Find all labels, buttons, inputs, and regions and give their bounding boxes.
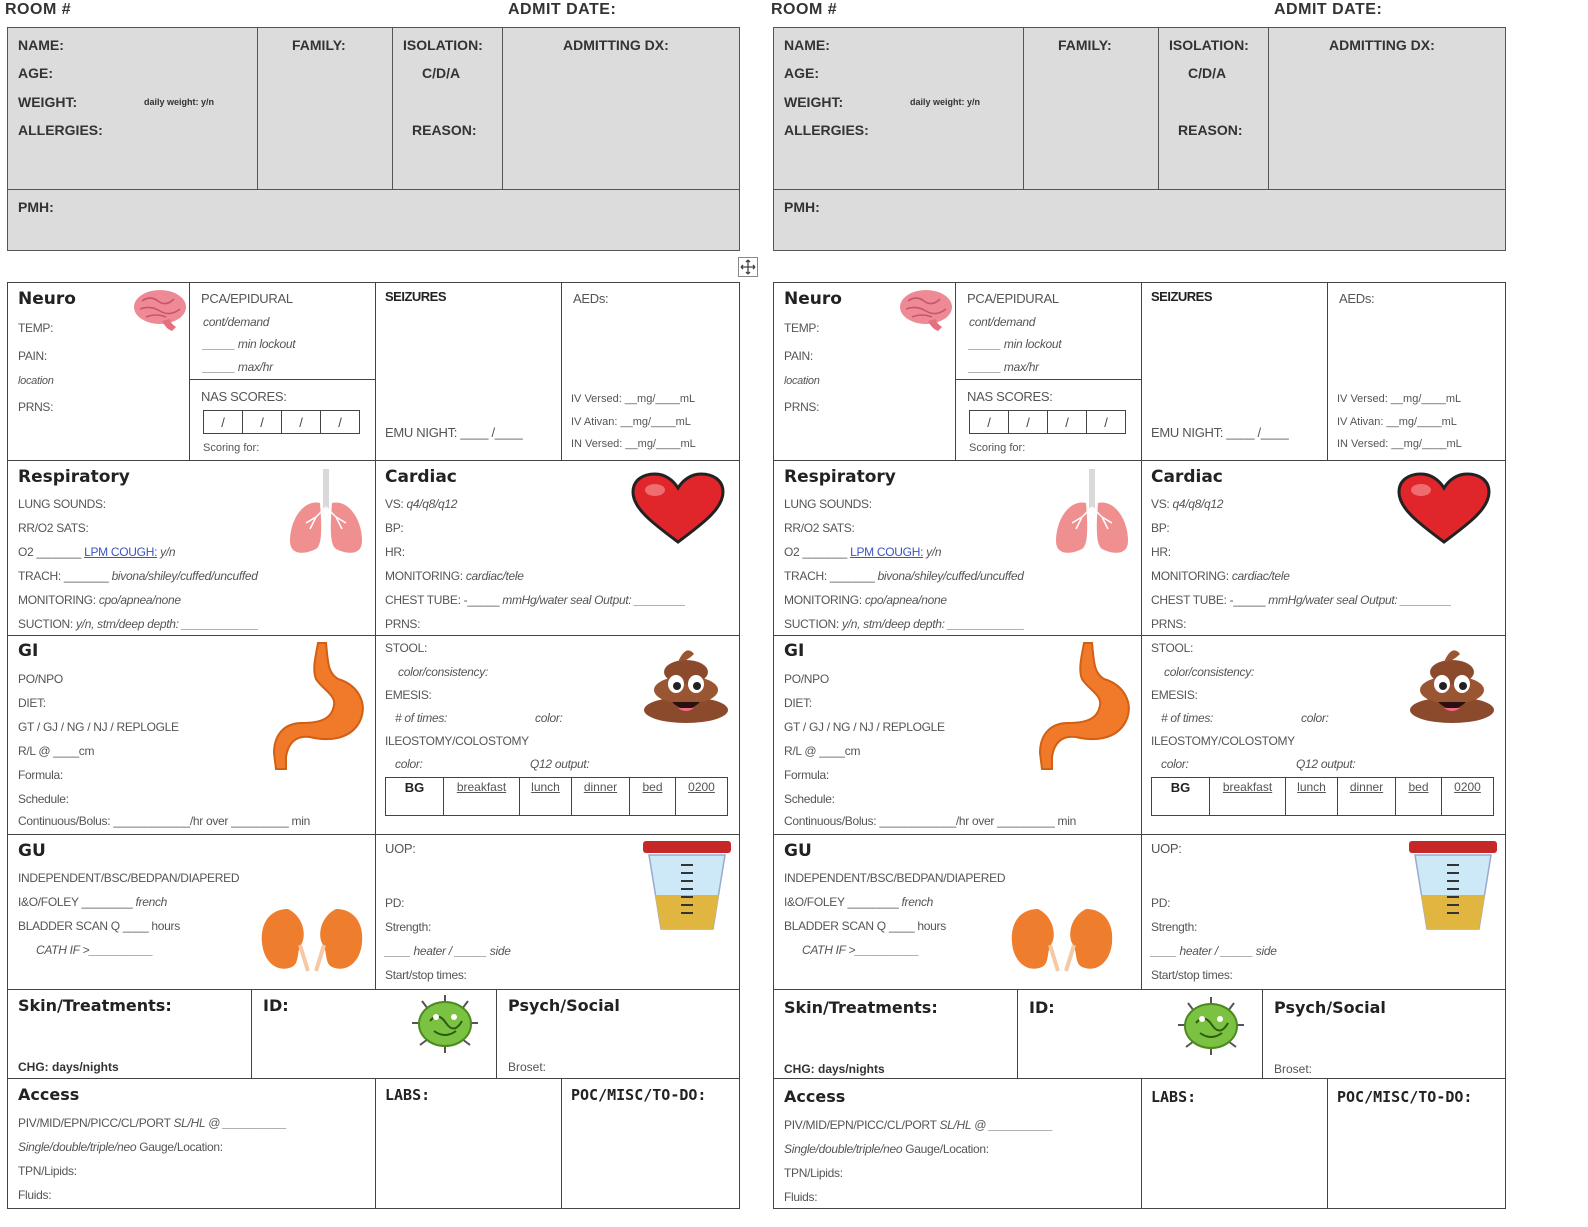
chg-label: CHG: days/nights [784, 1062, 885, 1076]
fluids-label: Fluids: [18, 1188, 52, 1202]
nas-slot[interactable]: / [282, 411, 321, 434]
isolation-options: C/D/A [422, 65, 461, 81]
chest-tube-options: mmHg/water seal Output: ________ [502, 593, 686, 607]
suction-line [784, 617, 1024, 631]
o2-prefix: O2 _______ [18, 545, 85, 559]
toileting-label: INDEPENDENT/BSC/BEDPAN/DIAPERED [18, 871, 240, 885]
nas-slot[interactable]: / [204, 411, 243, 434]
strength-label: Strength: [1151, 920, 1197, 934]
nas-slot[interactable]: / [321, 411, 360, 434]
neuro-title: Neuro [784, 289, 842, 309]
heater-label: ____ heater / _____ side [385, 944, 511, 958]
isolation-cell [393, 28, 503, 189]
broset-label: Broset: [1274, 1062, 1313, 1076]
gi-title: GI [784, 641, 805, 661]
report-sheet-left [5, 0, 751, 1227]
nas-slot[interactable]: / [1009, 411, 1048, 434]
chest-tube-prefix: CHEST TUBE: -_____ [385, 593, 503, 607]
bp-label: BP: [385, 521, 404, 535]
iv-ativan-label: IV Ativan: __mg/____mL [571, 416, 691, 428]
pmh-label: PMH: [784, 199, 820, 215]
neuro-title: Neuro [18, 289, 76, 309]
pain-label: PAIN: [784, 349, 813, 363]
title-row [771, 0, 1517, 26]
cardiac-monitoring-options: cardiac/tele [1231, 569, 1290, 583]
cardiac-title: Cardiac [385, 467, 457, 487]
psych-social-title: Psych/Social [1274, 998, 1386, 1017]
access-title: Access [18, 1085, 80, 1104]
lung-sounds-label: LUNG SOUNDS: [784, 497, 872, 511]
emu-night-label: EMU NIGHT: ____ /____ [1151, 425, 1289, 440]
foley-line [784, 895, 933, 909]
room-label: ROOM # [5, 1, 72, 18]
urine-cup-icon [641, 839, 733, 938]
foley-prefix: I&O/FOLEY ________ [18, 895, 136, 909]
ostomy-label: ILEOSTOMY/COLOSTOMY [1151, 734, 1295, 748]
in-versed-label: IN Versed: __mg/____mL [1337, 438, 1462, 450]
report-sheet-right [771, 0, 1517, 1227]
trach-line [18, 569, 258, 583]
pca-max: _____ max/hr [203, 360, 273, 374]
pca-mode: cont/demand [969, 315, 1036, 329]
rr-sats-label: RR/O2 SATS: [18, 521, 89, 535]
lumen-options: Single/double/triple/neo [18, 1140, 137, 1154]
patient-header [7, 27, 740, 251]
family-label: FAMILY: [292, 37, 346, 53]
broset-label: Broset: [508, 1060, 547, 1074]
nas-title: NAS SCORES: [967, 389, 1053, 404]
pain-label: PAIN: [18, 349, 47, 363]
pca-title: PCA/EPIDURAL [201, 291, 293, 306]
replogle-depth-label: R/L @ ____cm [18, 744, 95, 758]
cath-if-label: CATH IF >__________ [36, 943, 153, 957]
lumen-line [18, 1140, 223, 1154]
respiratory-title: Respiratory [18, 467, 130, 487]
id-title: ID: [263, 996, 289, 1015]
body-systems-grid [7, 282, 740, 1209]
bladder-scan-label: BLADDER SCAN Q ____ hours [18, 919, 180, 933]
iv-ativan-label: IV Ativan: __mg/____mL [1337, 416, 1457, 428]
aeds-title: AEDs: [573, 291, 609, 306]
nas-slot[interactable]: / [1087, 411, 1126, 434]
admit-date-label: ADMIT DATE: [508, 1, 617, 18]
labs-title: LABS: [385, 1086, 431, 1104]
hr-label: HR: [1151, 545, 1171, 559]
blood-glucose-table [1151, 777, 1494, 816]
fluids-label: Fluids: [784, 1190, 818, 1204]
strength-label: Strength: [385, 920, 431, 934]
diet-label: DIET: [784, 696, 812, 710]
kidneys-icon [1008, 905, 1116, 980]
cardiac-monitoring-prefix: MONITORING: [1151, 569, 1232, 583]
formula-label: Formula: [18, 768, 63, 782]
suction-options: y/n, stm/deep depth: ____________ [841, 617, 1025, 631]
lumen-options: Single/double/triple/neo [784, 1142, 903, 1156]
bg-col-dinner[interactable]: dinner [1338, 778, 1396, 816]
access-title: Access [784, 1087, 846, 1106]
vs-prefix: VS: [385, 497, 407, 511]
family-cell [1024, 28, 1159, 189]
emesis-label: EMESIS: [1151, 688, 1198, 702]
weight-label: WEIGHT: [784, 94, 844, 110]
urine-cup-icon [1407, 839, 1499, 938]
suction-line [18, 617, 258, 631]
o2-line [18, 545, 175, 559]
nas-score-boxes [969, 410, 1126, 434]
location-label: location [784, 375, 820, 387]
admit-date-label: ADMIT DATE: [1274, 1, 1383, 18]
bg-col-breakfast[interactable]: breakfast [444, 778, 520, 816]
nas-slot[interactable]: / [1048, 411, 1087, 434]
bg-header-cell: BG [1152, 778, 1210, 816]
tube-types-label: GT / GJ / NG / NJ / REPLOGLE [18, 720, 179, 734]
emesis-times-label: # of times: [1161, 711, 1214, 725]
age-label: AGE: [784, 65, 819, 81]
admitting-dx-label: ADMITTING DX: [563, 37, 669, 53]
trach-line [784, 569, 1024, 583]
ostomy-label: ILEOSTOMY/COLOSTOMY [385, 734, 529, 748]
demographics-cell [774, 28, 1024, 189]
weight-label: WEIGHT: [18, 94, 78, 110]
lines-types: PIV/MID/EPN/PICC/CL/PORT [18, 1116, 174, 1130]
stomach-icon [266, 639, 370, 780]
germ-icon [408, 991, 482, 1060]
chest-tube-prefix: CHEST TUBE: -_____ [1151, 593, 1269, 607]
start-stop-label: Start/stop times: [385, 968, 467, 982]
poop-emoji-icon [642, 644, 730, 729]
chest-tube-line [1151, 593, 1451, 607]
bg-col-0200[interactable]: 0200 [676, 778, 728, 816]
emesis-color-label: color: [535, 711, 563, 725]
patient-header [773, 27, 1506, 251]
lines-sl: SL/HL @ __________ [173, 1116, 287, 1130]
admitting-dx-label: ADMITTING DX: [1329, 37, 1435, 53]
chest-tube-line [385, 593, 685, 607]
trach-options: bivona/shiley/cuffed/uncuffed [111, 569, 258, 583]
resp-monitoring-prefix: MONITORING: [18, 593, 99, 607]
vs-prefix: VS: [1151, 497, 1173, 511]
bg-header-cell: BG [386, 778, 444, 816]
pca-lockout: _____ min lockout [203, 337, 296, 351]
pmh-cell [774, 189, 1505, 251]
cardiac-prns-label: PRNS: [385, 617, 421, 631]
lines-line [784, 1118, 1053, 1132]
brain-icon [132, 287, 188, 338]
lung-sounds-label: LUNG SOUNDS: [18, 497, 106, 511]
bg-col-breakfast[interactable]: breakfast [1210, 778, 1286, 816]
isolation-label: ISOLATION: [1169, 37, 1249, 53]
heart-icon [1397, 472, 1491, 549]
diet-label: DIET: [18, 696, 46, 710]
stool-title: STOOL: [385, 641, 427, 655]
isolation-label: ISOLATION: [403, 37, 483, 53]
lungs-icon [1052, 469, 1132, 562]
daily-weight-label: daily weight: y/n [144, 97, 215, 107]
stool-title: STOOL: [1151, 641, 1193, 655]
hr-label: HR: [385, 545, 405, 559]
bladder-scan-label: BLADDER SCAN Q ____ hours [784, 919, 946, 933]
o2-prefix: O2 _______ [784, 545, 851, 559]
bg-col-lunch[interactable]: lunch [520, 778, 572, 816]
o2-cough-link: LPM COUGH: [850, 545, 924, 559]
nas-score-boxes [203, 410, 360, 434]
scoring-for-label: Scoring for: [203, 442, 260, 454]
pd-label: PD: [385, 896, 405, 910]
respiratory-title: Respiratory [784, 467, 896, 487]
nas-title: NAS SCORES: [201, 389, 287, 404]
temp-label: TEMP: [18, 321, 54, 335]
chest-tube-options: mmHg/water seal Output: ________ [1268, 593, 1452, 607]
trach-prefix: TRACH: _______ [784, 569, 878, 583]
foley-unit: french [135, 895, 168, 909]
allergies-label: ALLERGIES: [18, 122, 103, 138]
foley-line [18, 895, 167, 909]
pca-mode: cont/demand [203, 315, 270, 329]
allergies-label: ALLERGIES: [784, 122, 869, 138]
tpn-lipids-label: TPN/Lipids: [18, 1164, 77, 1178]
blood-glucose-table [385, 777, 728, 816]
admitting-dx-cell [1269, 28, 1505, 189]
bg-col-0200[interactable]: 0200 [1442, 778, 1494, 816]
bg-col-dinner[interactable]: dinner [572, 778, 630, 816]
suction-options: y/n, stm/deep depth: ____________ [75, 617, 259, 631]
schedule-label: Schedule: [18, 792, 69, 806]
ostomy-output-label: Q12 output: [530, 757, 590, 771]
seizures-title: SEIZURES [385, 289, 447, 304]
emesis-label: EMESIS: [385, 688, 432, 702]
iv-versed-label: IV Versed: __mg/____mL [571, 393, 696, 405]
vs-line [385, 497, 457, 511]
location-label: location [18, 375, 54, 387]
cardiac-monitoring-options: cardiac/tele [465, 569, 524, 583]
o2-suffix: y/n [157, 545, 176, 559]
bg-col-bed[interactable]: bed [630, 778, 676, 816]
aeds-title: AEDs: [1339, 291, 1375, 306]
family-label: FAMILY: [1058, 37, 1112, 53]
skin-title: Skin/Treatments: [18, 996, 172, 1015]
title-row [5, 0, 751, 26]
poc-title: POC/MISC/TO-DO: [571, 1086, 707, 1104]
gi-title: GI [18, 641, 39, 661]
pca-title: PCA/EPIDURAL [967, 291, 1059, 306]
pmh-label: PMH: [18, 199, 54, 215]
lines-line [18, 1116, 287, 1130]
germ-icon [1174, 993, 1248, 1062]
replogle-depth-label: R/L @ ____cm [784, 744, 861, 758]
family-cell [258, 28, 393, 189]
heart-icon [631, 472, 725, 549]
cath-if-label: CATH IF >__________ [802, 943, 919, 957]
cardiac-title: Cardiac [1151, 467, 1223, 487]
daily-weight-label: daily weight: y/n [910, 97, 981, 107]
schedule-label: Schedule: [784, 792, 835, 806]
admitting-dx-cell [503, 28, 739, 189]
gauge-location: Gauge/Location: [136, 1140, 223, 1154]
ostomy-color-label: color: [395, 757, 423, 771]
resp-monitoring-prefix: MONITORING: [784, 593, 865, 607]
gu-title: GU [784, 841, 812, 861]
seizures-title: SEIZURES [1151, 289, 1213, 304]
o2-suffix: y/n [923, 545, 942, 559]
uop-title: UOP: [1151, 841, 1182, 856]
pd-label: PD: [1151, 896, 1171, 910]
demographics-cell [8, 28, 258, 189]
nas-slot[interactable]: / [243, 411, 282, 434]
pca-lockout: _____ min lockout [969, 337, 1062, 351]
vs-line [1151, 497, 1223, 511]
stomach-icon [1032, 639, 1136, 780]
nas-slot[interactable]: / [970, 411, 1009, 434]
bp-label: BP: [1151, 521, 1170, 535]
vs-options: q4/q8/q12 [1172, 497, 1224, 511]
poc-title: POC/MISC/TO-DO: [1337, 1088, 1473, 1106]
prns-label: PRNS: [18, 400, 54, 414]
isolation-cell [1159, 28, 1269, 189]
po-npo-label: PO/NPO [18, 672, 63, 686]
id-title: ID: [1029, 998, 1055, 1017]
cardiac-monitoring-prefix: MONITORING: [385, 569, 466, 583]
lines-sl: SL/HL @ __________ [939, 1118, 1053, 1132]
tpn-lipids-label: TPN/Lipids: [784, 1166, 843, 1180]
room-label: ROOM # [771, 1, 838, 18]
labs-title: LABS: [1151, 1088, 1197, 1106]
stool-color-label: color/consistency: [1164, 665, 1254, 679]
formula-label: Formula: [784, 768, 829, 782]
foley-prefix: I&O/FOLEY ________ [784, 895, 902, 909]
lumen-line [784, 1142, 989, 1156]
bg-col-lunch[interactable]: lunch [1286, 778, 1338, 816]
emesis-color-label: color: [1301, 711, 1329, 725]
suction-prefix: SUCTION: [784, 617, 842, 631]
name-label: NAME: [784, 37, 830, 53]
cardiac-prns-label: PRNS: [1151, 617, 1187, 631]
heater-label: ____ heater / _____ side [1151, 944, 1277, 958]
trach-prefix: TRACH: _______ [18, 569, 112, 583]
vs-options: q4/q8/q12 [406, 497, 458, 511]
age-label: AGE: [18, 65, 53, 81]
bg-col-bed[interactable]: bed [1396, 778, 1442, 816]
name-label: NAME: [18, 37, 64, 53]
pca-max: _____ max/hr [969, 360, 1039, 374]
uop-title: UOP: [385, 841, 416, 856]
prns-label: PRNS: [784, 400, 820, 414]
in-versed-label: IN Versed: __mg/____mL [571, 438, 696, 450]
reason-label: REASON: [1178, 122, 1243, 138]
po-npo-label: PO/NPO [784, 672, 829, 686]
poop-emoji-icon [1408, 644, 1496, 729]
trach-options: bivona/shiley/cuffed/uncuffed [877, 569, 1024, 583]
temp-label: TEMP: [784, 321, 820, 335]
resp-monitoring-options: cpo/apnea/none [864, 593, 947, 607]
resp-monitoring-line [784, 593, 947, 607]
iv-versed-label: IV Versed: __mg/____mL [1337, 393, 1462, 405]
ostomy-color-label: color: [1161, 757, 1189, 771]
foley-unit: french [901, 895, 934, 909]
rr-sats-label: RR/O2 SATS: [784, 521, 855, 535]
suction-prefix: SUCTION: [18, 617, 76, 631]
reason-label: REASON: [412, 122, 477, 138]
cardiac-monitoring-line [1151, 569, 1290, 583]
start-stop-label: Start/stop times: [1151, 968, 1233, 982]
resp-monitoring-line [18, 593, 181, 607]
body-systems-grid [773, 282, 1506, 1209]
lines-types: PIV/MID/EPN/PICC/CL/PORT [784, 1118, 940, 1132]
toileting-label: INDEPENDENT/BSC/BEDPAN/DIAPERED [784, 871, 1006, 885]
isolation-options: C/D/A [1188, 65, 1227, 81]
brain-icon [898, 287, 954, 338]
pmh-cell [8, 189, 739, 251]
resp-monitoring-options: cpo/apnea/none [98, 593, 181, 607]
o2-cough-link: LPM COUGH: [84, 545, 158, 559]
scoring-for-label: Scoring for: [969, 442, 1026, 454]
emu-night-label: EMU NIGHT: ____ /____ [385, 425, 523, 440]
continuous-bolus-label: Continuous/Bolus: ____________/hr over _________ min [18, 814, 310, 828]
chg-label: CHG: days/nights [18, 1060, 119, 1074]
o2-line [784, 545, 941, 559]
tube-types-label: GT / GJ / NG / NJ / REPLOGLE [784, 720, 945, 734]
emesis-times-label: # of times: [395, 711, 448, 725]
psych-social-title: Psych/Social [508, 996, 620, 1015]
continuous-bolus-label: Continuous/Bolus: ____________/hr over _________ min [784, 814, 1076, 828]
cardiac-monitoring-line [385, 569, 524, 583]
skin-title: Skin/Treatments: [784, 998, 938, 1017]
gauge-location: Gauge/Location: [902, 1142, 989, 1156]
stool-color-label: color/consistency: [398, 665, 488, 679]
gu-title: GU [18, 841, 46, 861]
ostomy-output-label: Q12 output: [1296, 757, 1356, 771]
lungs-icon [286, 469, 366, 562]
kidneys-icon [258, 905, 366, 980]
